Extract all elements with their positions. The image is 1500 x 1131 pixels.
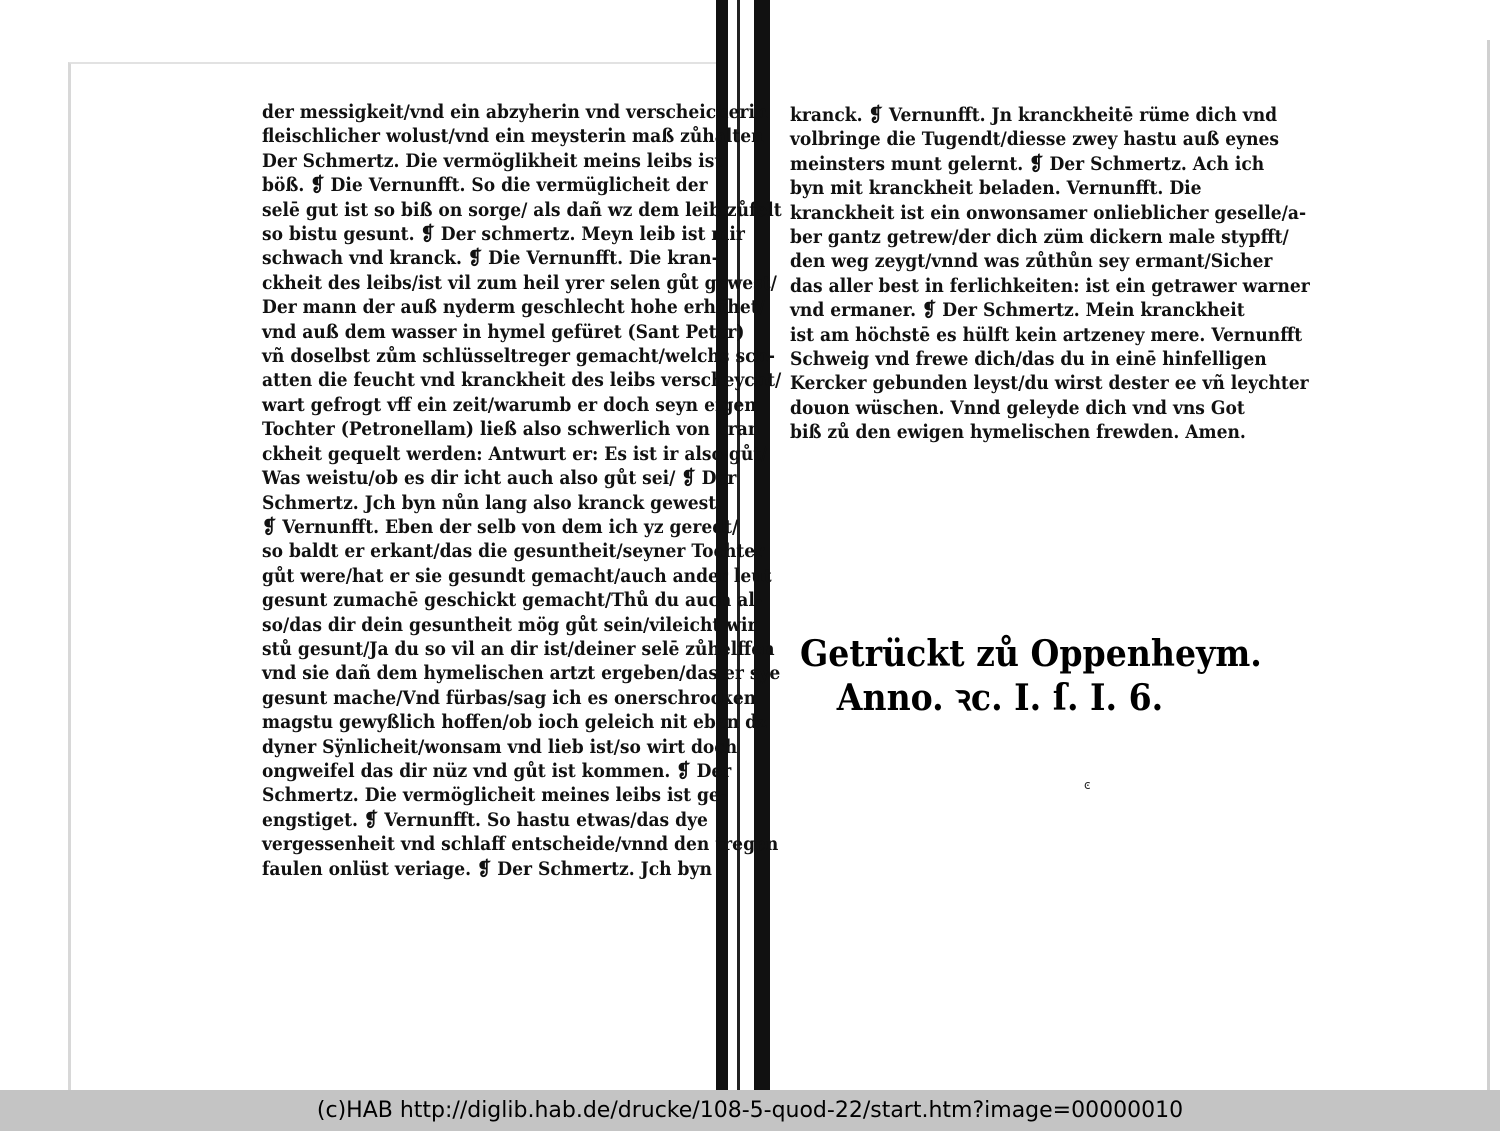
colophon <box>800 632 1262 720</box>
text-line: faulen onlüst veriage. ❡ Der Schmertz. Jch byn <box>262 857 712 880</box>
text-line: wart gefrogt vff ein zeit/warumb er doch seyn eigen <box>262 393 757 416</box>
text-line: meinsters munt gelernt. ❡ Der Schmertz. Ach ich <box>790 152 1265 175</box>
text-line: ber gantz getrew/der dich züm dickern male stypfft/ <box>790 226 1289 249</box>
text-line: vnd auß dem wasser in hymel gefüret (Sant Peter) <box>262 320 745 343</box>
text-line: den weg zeygt/vnnd was zůthůn sey ermant/Sicher <box>790 250 1273 273</box>
text-line: kranckheit ist ein onwonsamer onlieblicher geselle/a- <box>790 201 1307 224</box>
text-line: vñ doselbst zům schlüsseltreger gemacht/welchs sch- <box>262 345 776 368</box>
text-line: Der Schmertz. Die vermöglikheit meins leibs ist <box>262 149 723 172</box>
source-url: (c)HAB http://diglib.hab.de/drucke/108-5-quod-22/start.htm?image=00000010 <box>316 1098 1184 1123</box>
footer-bar <box>0 1090 1500 1131</box>
text-line: ckheit des leibs/ist vil zum heil yrer selen gůt gewest/ <box>262 271 777 294</box>
text-line: Schweig vnd frewe dich/das du in einē hinfelligen <box>790 348 1267 371</box>
printer-mark: ͼ <box>1084 778 1091 792</box>
text-line: Tochter (Petronellam) ließ also schwerlich von kran <box>262 418 761 441</box>
text-line: vergessenheit vnd schlaff entscheide/vnnd den tregen <box>262 833 779 856</box>
colophon-line-2: Anno. ꝛc. I. ſ. I. 6. <box>836 677 1164 719</box>
text-line: schwach vnd kranck. ❡ Die Vernunfft. Die kran- <box>262 247 719 270</box>
text-line: der messigkeit/vnd ein abzyherin vnd verscheicherin <box>262 101 768 123</box>
text-line: douon wüschen. Vnnd geleyde dich vnd vns Got <box>790 396 1245 419</box>
right-page-text <box>790 103 1310 445</box>
text-line: Was weistu/ob es dir icht auch also gůt sei/ ❡ Der <box>262 467 737 490</box>
text-line: dyner Sÿnlicheit/wonsam vnd lieb ist/so wirt doch <box>262 735 738 758</box>
text-line: gesunt mache/Vnd fürbas/sag ich es onerschrocken <box>262 686 757 709</box>
text-line: gesunt zumachē geschickt gemacht/Thů du auch al- <box>262 589 762 612</box>
text-line: byn mit kranckheit beladen. Vernunfft. Die <box>790 177 1202 200</box>
text-line: ckheit gequelt werden: Antwurt er: Es ist ir also gůt/ <box>262 442 768 465</box>
text-line: magstu gewyßlich hoffen/ob ioch geleich nit eben dz <box>262 711 767 734</box>
text-line: volbringe die Tugendt/diesse zwey hastu auß eynes <box>790 128 1280 151</box>
left-page-text <box>262 100 782 881</box>
text-line: so bistu gesunt. ❡ Der schmertz. Meyn leib ist mir <box>262 223 745 246</box>
text-line: fleischlicher wolust/vnd ein meysterin maß zůhalten <box>262 125 764 148</box>
text-line: so baldt er erkant/das die gesuntheit/seyner Tochter <box>262 540 765 563</box>
text-line: kranck. ❡ Vernunfft. Jn kranckheitē rüme dich vnd <box>790 104 1278 126</box>
text-line: biß zů den ewigen hymelischen frewden. Amen. <box>790 421 1246 444</box>
text-line: das aller best in ferlichkeiten: ist ein getrawer warner <box>790 274 1310 297</box>
text-line: ongweifel das dir nüz vnd gůt ist kommen. ❡ Der <box>262 759 732 782</box>
text-line: gůt were/hat er sie gesundt gemacht/auch ander leut <box>262 564 772 587</box>
text-line: atten die feucht vnd kranckheit des leibs verscheycht/ <box>262 369 782 392</box>
text-line: ist am höchstē es hülft kein artzeney mere. Vernunfft <box>790 323 1303 346</box>
text-line: selē gut ist so biß on sorge/ als dañ wz dem leib zůfelt <box>262 198 782 221</box>
text-line: ❡ Vernunfft. Eben der selb von dem ich yz geredt/ <box>262 515 739 538</box>
text-line: vnd ermaner. ❡ Der Schmertz. Mein kranckheit <box>790 299 1245 322</box>
text-line: stů gesunt/Ja du so vil an dir ist/deiner selē zůhelffen <box>262 637 775 660</box>
text-line: so/das dir dein gesuntheit mög gůt sein/vileicht wir <box>262 613 757 636</box>
text-line: Kercker gebunden leyst/du wirst dester ee vñ leychter <box>790 372 1309 395</box>
colophon-line-1: Getrückt zů Oppenheym. <box>800 633 1262 675</box>
text-line: vnd sie dañ dem hymelischen artzt ergeben/das er sye <box>262 662 781 685</box>
text-line: Schmertz. Die vermöglicheit meines leibs ist ge- <box>262 784 727 807</box>
text-line: engstiget. ❡ Vernunfft. So hastu etwas/das dye <box>262 808 708 831</box>
text-line: Der mann der auß nyderm geschlecht hohe erhöhet/ <box>262 296 765 319</box>
text-line: böß. ❡ Die Vernunfft. So die vermüglicheit der <box>262 174 708 197</box>
text-line: Schmertz. Jch byn nůn lang also kranck gewest. <box>262 491 723 514</box>
